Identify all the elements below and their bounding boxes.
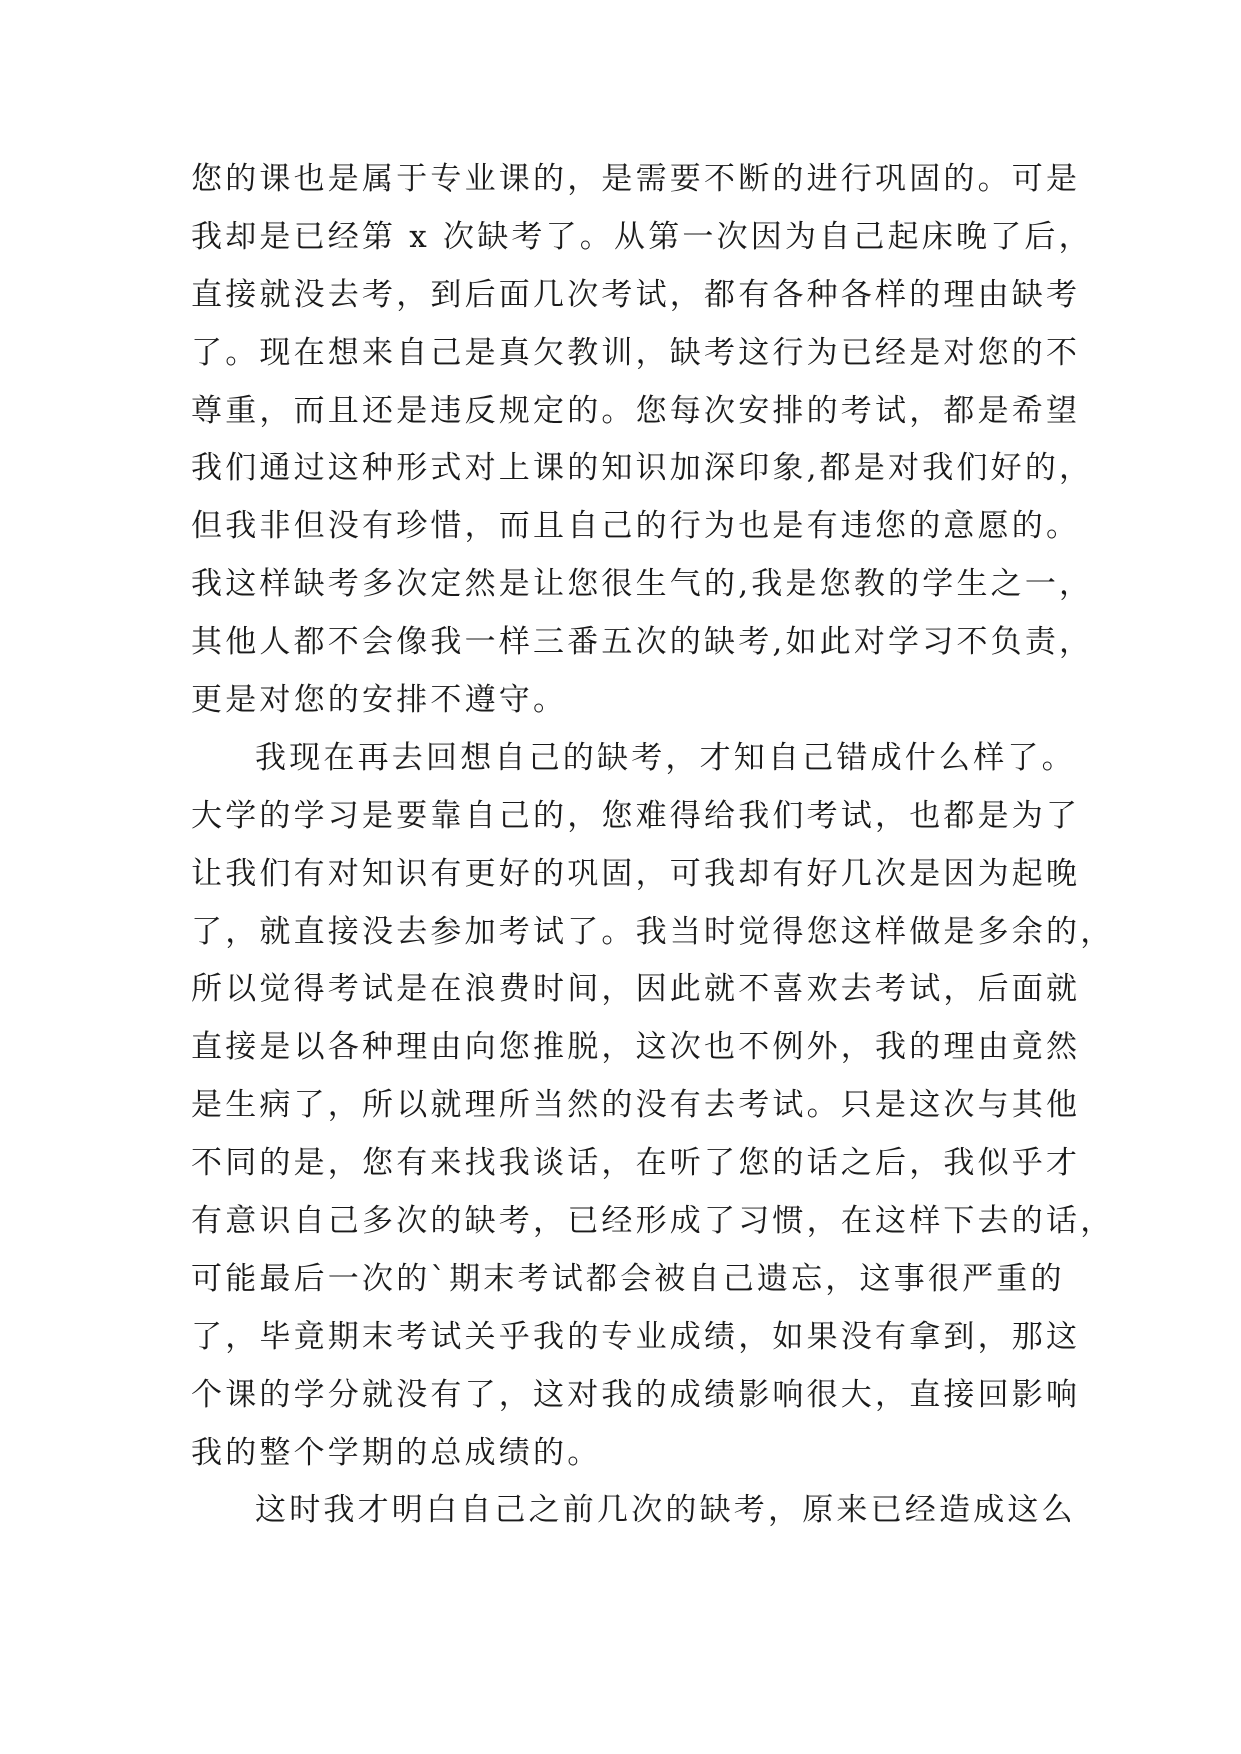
text-line: 更是对您的安排不遵守。 [191,682,568,719]
text-line: 是生病了，所以就理所当然的没有去考试。只是这次与其他 [191,1087,1081,1124]
text-line: 我的整个学期的总成绩的。 [191,1434,602,1471]
text-line: 不同的是，您有来找我谈话，在听了您的话之后，我似乎才 [191,1145,1081,1182]
text-line: 我却是已经第 x 次缺考了。从第一次因为自己起床晚了后， [191,218,1093,255]
text-line: 尊重，而且还是违反规定的。您每次安排的考试，都是希望 [191,392,1081,429]
text-line: 直接是以各种理由向您推脱，这次也不例外，我的理由竟然 [191,1029,1081,1066]
text-line: 其他人都不会像我一样三番五次的缺考,如此对学习不负责， [191,624,1094,661]
text-line: 我们通过这种形式对上课的知识加深印象,都是对我们好的， [191,450,1094,487]
text-line: 了，就直接没去参加考试了。我当时觉得您这样做是多余的， [191,913,1115,950]
text-line: 我这样缺考多次定然是让您很生气的,我是您教的学生之一， [191,566,1094,603]
text-line: 大学的学习是要靠自己的，您难得给我们考试，也都是为了 [191,797,1081,834]
text-line: 了。现在想来自己是真欠教训，缺考这行为已经是对您的不 [191,334,1081,371]
text-line: 直接就没去考，到后面几次考试，都有各种各样的理由缺考 [191,276,1081,313]
text-line: 我现在再去回想自己的缺考，才知自己错成什么样了。 [255,739,1076,776]
text-line: 可能最后一次的`期末考试都会被自己遗忘，这事很严重的 [191,1260,1065,1297]
body-text [191,151,1115,1540]
text-line: 让我们有对知识有更好的巩固，可我却有好几次是因为起晚 [191,855,1081,892]
text-line: 了，毕竟期末考试关乎我的专业成绩，如果没有拿到，那这 [191,1318,1081,1355]
text-line: 所以觉得考试是在浪费时间，因此就不喜欢去考试，后面就 [191,971,1081,1008]
text-line: 您的课也是属于专业课的，是需要不断的进行巩固的。可是 [191,161,1081,197]
text-line: 个课的学分就没有了，这对我的成绩影响很大，直接回影响 [191,1376,1081,1413]
text-line: 有意识自己多次的缺考，已经形成了习惯，在这样下去的话， [191,1203,1115,1240]
text-line: 这时我才明白自己之前几次的缺考，原来已经造成这么 [255,1492,1076,1529]
text-line: 但我非但没有珍惜，而且自己的行为也是有违您的意愿的。 [191,508,1081,545]
